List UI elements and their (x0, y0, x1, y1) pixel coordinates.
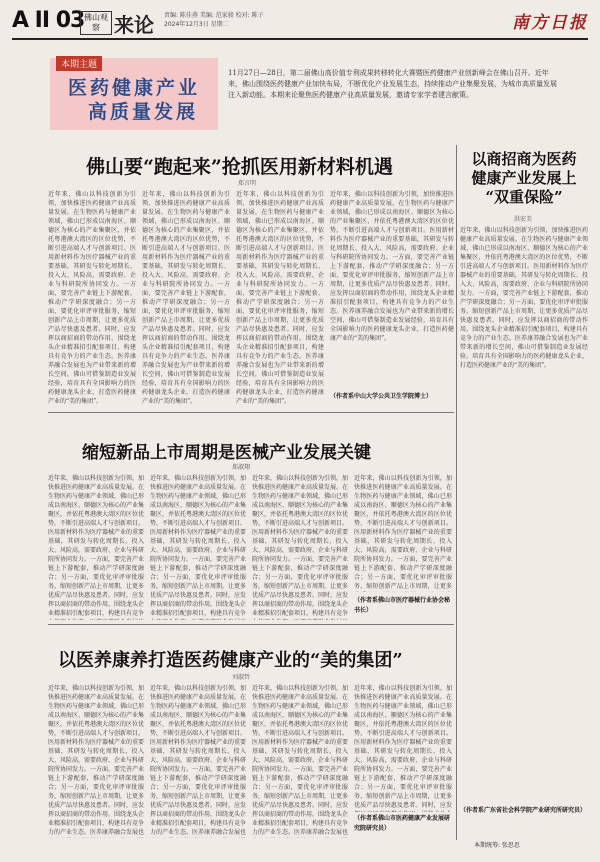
masthead (12, 8, 588, 38)
article-author: （作者系佛山市医药健康产业发展研究院研究员） (354, 815, 451, 832)
article-author: （作者系佛山市医疗器械行业协会秘书长） (354, 597, 451, 614)
article-body: 近年来，佛山以科技创新为引领，加快推进医药健康产业高质量发展。在生物医药与健康产业领域，佛山已形成以南海区、顺德区为核心的产业集聚区，并依托粤港澳大湾区的区位优势，不断引进高端人才与创新项目。医用新材料作为医疗器械产业的重要基础，其研发与转化周期长、投入大、风险高，需要政府、企业与科研院所协同发力。一方面，要完善产业链上下游配套，推动产学研深度融合；另一方面，要优化审评审批服务，缩短创新产品上市周期，让更多优质产品尽快惠及患者。同时，应发挥以商招商的带动作用，围绕龙头企业精准招引配套项目，构建具有竞争力的产业生态。医养康养融合发展也为产业带来新的增长空间，佛山可借鉴制造业发展经验，培育具有全国影响力的医药健康龙头企业，打造医药健康产业的“美的集团”。 (142, 191, 230, 405)
article-headline: 佛山要“跑起来”抢抓医用新材料机遇 (86, 156, 393, 178)
banner-title-line: 医药健康产业 (68, 77, 201, 99)
article-body: 近年来，佛山以科技创新为引领，加快推进医药健康产业高质量发展。在生物医药与健康产业领域，佛山已形成以南海区、顺德区为核心的产业集聚区，并依托粤港澳大湾区的区位优势，不断引进高端人才与创新项目。医用新材料作为医疗器械产业的重要基础，其研发与转化周期长、投入大、风险高，需要政府、企业与科研院所协同发力。一方面，要完善产业链上下游配套，推动产学研深度融合；另一方面，要优化审评审批服务，缩短创新产品上市周期，让更多优质产品尽快惠及患者。同时，应发挥以商招商的带动作用，围绕龙头企业精准招引配套项目，构建具有竞争力的产业生态。医养康养融合发展也 (150, 685, 246, 836)
article-body: 近年来，佛山以科技创新为引领，加快推进医药健康产业高质量发展。在生物医药与健康产业领域，佛山已形成以南海区、顺德区为核心的产业集聚区，并依托粤港澳大湾区的区位优势，不断引进高端人才与创新项目。医用新材料作为医疗器械产业的重要基础，其研发与转化周期长、投入大、风险高，需要政府、企业与科研院所协同发力。一方面，要完善产业链上下游配套，推动产学研深度融合；另一方面，要优化审评审批服务，缩短创新产品上市周期，让更多优质产品尽快惠及患者。同时，应发 (354, 685, 452, 809)
meta-line: 2024年12月3日 星期二 (164, 21, 229, 28)
article-body: 近年来，佛山以科技创新为引领，加快推进医药健康产业高质量发展。在生物医药与健康产业领域，佛山已形成以南海区、顺德区为核心的产业集聚区，并依托粤港澳大湾区的区位优势，不断引进高端人才与创新项目。医用新材料作为医疗器械产业的重要基础，其研发与转化周期长、投入大、风险高，需要政府、企业与科研院所协同发力。一方面，要完善产业链上下游配套，推动产学研深度融合；另一方面，要优化审评审批服务，缩短创新产品上市周期，让更多优质产品尽快惠及患者。同时，应发挥以商招商的带动作用，围绕龙头企业精准招引配套项目，构建具有竞争力的产业生态。医养康养融合发展也为产业带来新的增长空间，佛山可借鉴制造业发展经验，培育具有全国影响力的医药健康龙头企业，打造医药健康产业的“美的集团”。 (330, 191, 454, 342)
article-byline: 郑言明 (238, 180, 257, 187)
article-body: 近年来，佛山以科技创新为引领，加快推进医药健康产业高质量发展。在生物医药与健康产业领域，佛山已形成以南海区、顺德区为核心的产业集聚区，并依托粤港澳大湾区的区位优势，不断引进高端人才与创新项目。医用新材料作为医疗器械产业的重要基础，其研发与转化周期长、投入大、风险高，需要政府、企业与科研院所协同发力。一方面，要完善产业链上下游配套，推动产学研深度融合；另一方面，要优化审评审批服务，缩短创新产品上市周期，让更多 (354, 475, 452, 590)
editor-credit: 本期统筹: 张思思 (474, 842, 520, 849)
page-number: A II 03 (12, 8, 85, 33)
topic-intro: 11月27日—28日，第二届佛山高价值专利成果转移转化大赛暨医药健康产业创新峰会在佛山召开。近年来，佛山围绕医药健康产业加快布局，不断优化产业发展生态，持续推动产业集聚发展，为城市高质量发展注入新动能。本期来论聚焦医药健康产业高质量发展，邀请专家学者建言献策。 (228, 69, 557, 99)
article-body: 近年来，佛山以科技创新为引领，加快推进医药健康产业高质量发展。在生物医药与健康产业领域，佛山已形成以南海区、顺德区为核心的产业集聚区，并依托粤港澳大湾区的区位优势，不断引进高端人才与创新项目。医用新材料作为医疗器械产业的重要基础，其研发与转化周期长、投入大、风险高，需要政府、企业与科研院所协同发力。一方面，要完善产业链上下游配套，推动产学研深度融合；另一方面，要优化审评审批服务，缩短创新产品上市周期，让更多优质产品尽快惠及患者。同时，应发挥以商招商的带动作用，围绕龙头企业精准招引配套项目，构建具有竞争 (150, 475, 246, 617)
article-author: （作者系中山大学公共卫生学院博士） (330, 393, 433, 400)
article-byline: 洪宏美 (514, 216, 533, 223)
edition-tag: 佛山观察 (80, 11, 112, 35)
headline-line: “双重保险” (485, 188, 563, 206)
section-divider (48, 412, 454, 413)
banner-title-line: 高质量发展 (88, 101, 199, 123)
article-body: 近年来，佛山以科技创新为引领，加快推进医药健康产业高质量发展。在生物医药与健康产业领域，佛山已形成以南海区、顺德区为核心的产业集聚区，并依托粤港澳大湾区的区位优势，不断引进高端人才与创新项目。医用新材料作为医疗器械产业的重要基础，其研发与转化周期长、投入大、风险高，需要政府、企业与科研院所协同发力。一方面，要完善产业链上下游配套，推动产学研深度融合；另一方面，要优化审评审批服务，缩短创新产品上市周期，让更多优质产品尽快惠及患者。同时，应发挥以商招商的带动作用，围绕龙头企业精准招引配套项目，构建具有竞争力的产业生态。医养康养融合发展也为产业带来新的增长空间，佛山可借鉴制造业发展经验，培育具有全国影响力的医药健康龙头企业，打造医药健康产业的“美的集团”。 (236, 191, 324, 405)
masthead-rule (12, 38, 588, 40)
article-byline: 郑淑翔 (232, 464, 251, 471)
article-author: （作者系广东省社会科学院产业研究所研究员） (460, 807, 587, 814)
section-name: 来论 (114, 13, 154, 37)
column-divider (456, 145, 457, 840)
article-body: 近年来，佛山以科技创新为引领，加快推进医药健康产业高质量发展。在生物医药与健康产业领域，佛山已形成以南海区、顺德区为核心的产业集聚区，并依托粤港澳大湾区的区位优势，不断引进高端人才与创新项目。医用新材料作为医疗器械产业的重要基础，其研发与转化周期长、投入大、风险高，需要政府、企业与科研院所协同发力。一方面，要完善产业链上下游配套，推动产学研深度融合；另一方面，要优化审评审批服务，缩短创新产品上市周期，让更多优质产品尽快惠及患者。同时，应发挥以商招商的带动作用，围绕龙头企业精准招引配套项目，构建具有竞争力的产业生态。医养康养融合发展也为产业带来新的增长空间，佛山可借鉴制造业发展经验，培育具有全国影响力的医药健康龙头企业，打造医药健康产业的“美的集团”。 (48, 191, 136, 405)
topic-banner (50, 58, 218, 130)
banner-tag: 本期主题 (56, 56, 102, 71)
headline-line: 以商招商为医药 (471, 150, 577, 168)
masthead-meta (164, 11, 264, 29)
article-body: 近年来，佛山以科技创新为引领，加快推进医药健康产业高质量发展。在生物医药与健康产业领域，佛山已形成以南海区、顺德区为核心的产业集聚区，并依托粤港澳大湾区的区位优势，不断引进高端人才与创新项目。医用新材料作为医疗器械产业的重要基础，其研发与转化周期长、投入大、风险高，需要政府、企业与科研院所协同发力。一方面，要完善产业链上下游配套，推动产学研深度融合；另一方面，要优化审评审批服务，缩短创新产品上市周期，让更多优质产品尽快惠及患者。同时，应发挥以商招商的带动作用，围绕龙头企业精准招引配套项目，构建具有竞争 (252, 475, 348, 617)
newspaper-logo: 南方日报 (512, 13, 588, 33)
banner-title (68, 76, 208, 124)
article-headline: 以医养康养打造医药健康产业的“美的集团” (58, 650, 403, 671)
article-byline: 刘淑哲 (232, 674, 251, 681)
article-body: 近年来，佛山以科技创新为引领，加快推进医药健康产业高质量发展。在生物医药与健康产业领域，佛山已形成以南海区、顺德区为核心的产业集聚区，并依托粤港澳大湾区的区位优势，不断引进高端人才与创新项目。医用新材料作为医疗器械产业的重要基础，其研发与转化周期长、投入大、风险高，需要政府、企业与科研院所协同发力。一方面，要完善产业链上下游配套，推动产学研深度融合；另一方面，要优化审评审批服务，缩短创新产品上市周期，让更多优质产品尽快惠及患者。同时，应发挥以商招商的带动作用，围绕龙头企业精准招引配套项目，构建具有竞争力的产业生态。医养康养融合发展也 (252, 685, 348, 836)
article-body: 近年来，佛山以科技创新为引领，加快推进医药健康产业高质量发展。在生物医药与健康产业领域，佛山已形成以南海区、顺德区为核心的产业集聚区，并依托粤港澳大湾区的区位优势，不断引进高端人才与创新项目。医用新材料作为医疗器械产业的重要基础，其研发与转化周期长、投入大、风险高，需要政府、企业与科研院所协同发力。一方面，要完善产业链上下游配套，推动产学研深度融合；另一方面，要优化审评审批服务，缩短创新产品上市周期，让更多优质产品尽快惠及患者。同时，应发挥以商招商的带动作用，围绕龙头企业精准招引配套项目，构建具有竞争力的产业生态。医养康养融合发展也 (48, 685, 144, 836)
article-body: 近年来，佛山以科技创新为引领，加快推进医药健康产业高质量发展。在生物医药与健康产业领域，佛山已形成以南海区、顺德区为核心的产业集聚区，并依托粤港澳大湾区的区位优势，不断引进高端人才与创新项目。医用新材料作为医疗器械产业的重要基础，其研发与转化周期长、投入大、风险高，需要政府、企业与科研院所协同发力。一方面，要完善产业链上下游配套，推动产学研深度融合；另一方面，要优化审评审批服务，缩短创新产品上市周期，让更多优质产品尽快惠及患者。同时，应发挥以商招商的带动作用，围绕龙头企业精准招引配套项目，构建具有竞争力的产业生态。医养康养融合发展也为产业带来新的增长空间，佛山可借鉴制造业发展经验，培育具有全国影响力的医药健康龙头企业，打造医药健康产业的“美的集团”。 (460, 227, 588, 369)
article-headline (460, 150, 588, 207)
article-body: 近年来，佛山以科技创新为引领，加快推进医药健康产业高质量发展。在生物医药与健康产业领域，佛山已形成以南海区、顺德区为核心的产业集聚区，并依托粤港澳大湾区的区位优势，不断引进高端人才与创新项目。医用新材料作为医疗器械产业的重要基础，其研发与转化周期长、投入大、风险高，需要政府、企业与科研院所协同发力。一方面，要完善产业链上下游配套，推动产学研深度融合；另一方面，要优化审评审批服务，缩短创新产品上市周期，让更多优质产品尽快惠及患者。同时，应发挥以商招商的带动作用，围绕龙头企业精准招引配套项目，构建具有竞争 (48, 475, 144, 617)
meta-line: 责编: 陈佳燕 美编: 范家骏 校对: 陈子 (164, 12, 264, 19)
article-headline: 缩短新品上市周期是医械产业发展关键 (82, 443, 371, 463)
headline-line: 健康产业发展上 (471, 169, 577, 187)
section-divider (48, 624, 454, 625)
